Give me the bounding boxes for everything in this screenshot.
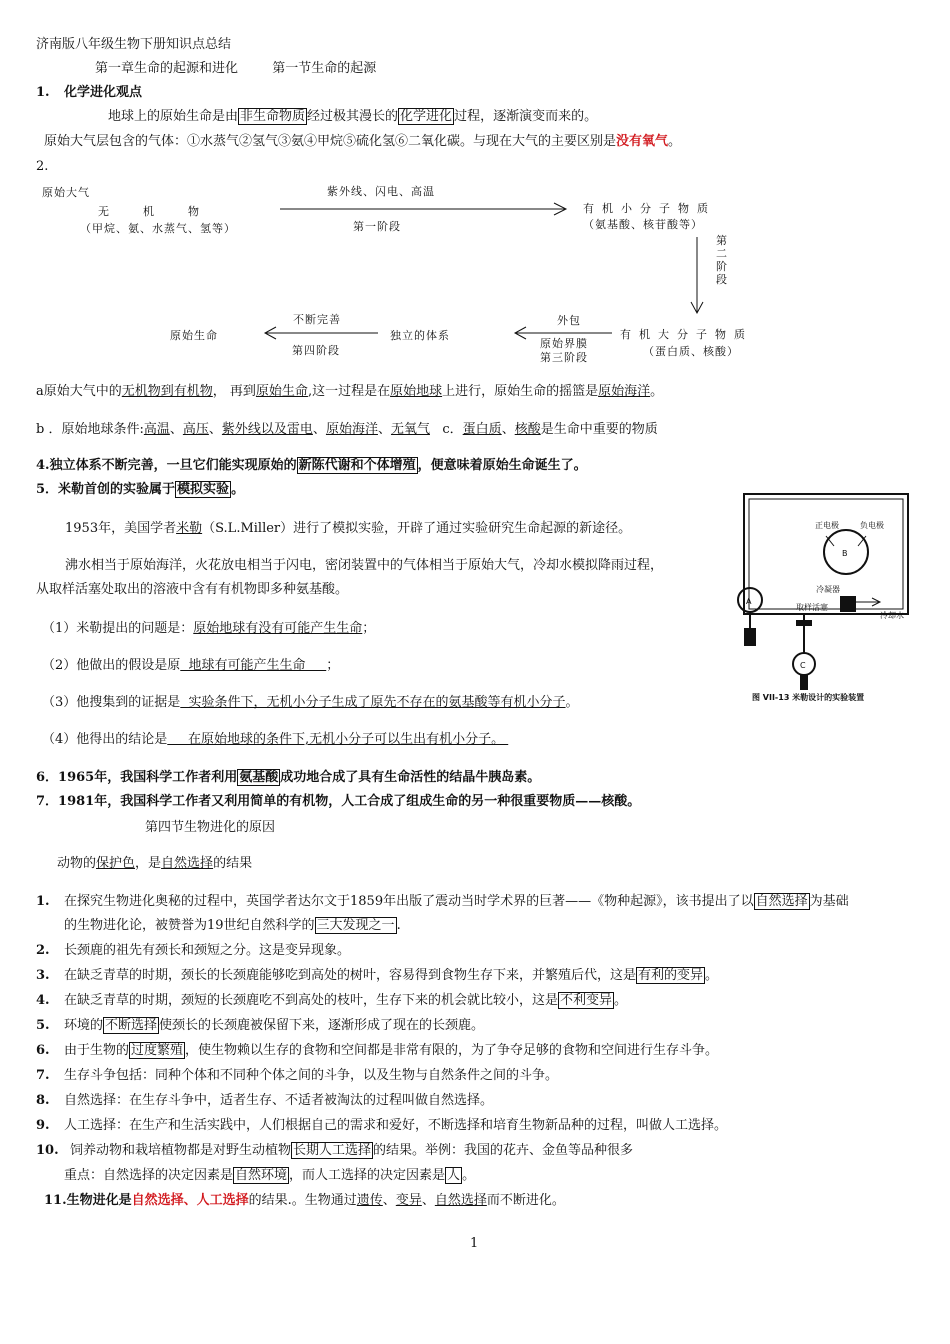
stage2-label: 第二阶段	[716, 234, 728, 286]
primitive-life-label: 原始生命	[170, 329, 218, 342]
keyword-box: 不断选择	[105, 1018, 158, 1033]
inorganic-label: 无机物	[98, 205, 233, 218]
keyword-box: 长期人工选择	[293, 1143, 372, 1158]
question-3: （3）他搜集到的证据是 实验条件下，无机小分子生成了原先不存在的氨基酸等有机小分子。	[42, 695, 579, 710]
figure-caption: 图 VII-13 米勒设计的实验装置	[752, 693, 865, 702]
list-item: 8. 自然选择：在生存斗争中，适者生存、不适者被淘汰的过程叫做自然选择。	[36, 1093, 494, 1108]
point-5: 5．米勒首创的实验属于 模拟实验 。	[36, 482, 245, 497]
point-2-number: 2.	[36, 159, 49, 174]
line-a: a原始大气中的无机物到有机物， 再到原始生命,这一过程是在原始地球上进行，原始生命的摇篮是原始海洋。	[36, 384, 664, 399]
keyword-box: 人	[447, 1168, 461, 1183]
keyword-box: 自然环境	[235, 1168, 288, 1183]
question-4: （4）他得出的结论是 在原始地球的条件下,无机小分子可以生出有机小分子。	[42, 732, 509, 747]
keyword-box: 非生命物质	[240, 109, 306, 124]
stage3-wrap-label: 外包	[557, 314, 581, 327]
question-1: （1）米勒提出的问题是：原始地球有没有可能产生生命；	[42, 621, 376, 636]
point-5-line-2: 1953年，美国学者米勒（S.L.Miller）进行了模拟实验，开辟了通过实验研究生命起源的新途径。	[65, 521, 632, 536]
stage4-label: 第四阶段	[292, 344, 340, 357]
point-7: 7．1981年，我国科学工作者又利用简单的有机物，人工合成了组成生命的另一种很重要物质——核酸。	[36, 794, 641, 809]
independent-system-label: 独立的体系	[390, 329, 450, 342]
large-organic-label: 有机大分子物质	[620, 328, 753, 341]
keyword-box: 模拟实验	[177, 482, 230, 497]
list-item: 4. 在缺乏青草的时期，颈短的长颈鹿吃不到高处的枝叶，生存下来的机会就比较小，这是 不利变异 。	[36, 993, 628, 1008]
keyword-box: 化学进化	[400, 109, 453, 124]
point-4: 4.独立体系不断完善，一旦它们能实现原始的 新陈代谢和个体增殖 ，便意味着原始生命诞生了。	[36, 458, 587, 473]
keyword-box: 有利的变异	[638, 968, 704, 983]
flow-arrows	[0, 0, 950, 380]
point-1: 1. 化学进化观点	[36, 85, 143, 100]
keyword-box: 自然选择	[755, 894, 808, 909]
condenser-label: 冷凝器	[816, 585, 840, 594]
keyword-box: 氨基酸	[239, 770, 279, 785]
small-organic-label: 有机小分子物质	[583, 202, 716, 215]
chapter-heading: 第一章生命的起源和进化	[95, 61, 239, 76]
point-1-line-2: 原始大气层包含的气体：①水蒸气②氢气③氨④甲烷⑤硫化氢⑥二氧化碳。与现在大气的主要区别是没有氧气。	[44, 134, 682, 149]
list-item: 10. 饲养动物和栽培植物都是对野生动植物 长期人工选择 的结果。举例：我国的花卉、金鱼等品种很多	[36, 1143, 634, 1158]
stage3-membrane-label: 原始界膜	[540, 337, 588, 350]
list-item: 2. 长颈鹿的祖先有颈长和颈短之分。这是变异现象。	[36, 943, 351, 958]
doc-title: 济南版八年级生物下册知识点总结	[36, 37, 232, 52]
highlight-red: 自然选择、人工选择	[131, 1193, 249, 1208]
question-2: （2）他做出的假设是原 地球有可能产生生命 ；	[42, 658, 340, 673]
key-point-line: 重点：自然选择的决定因素是 自然环境 ，而人工选择的决定因素是 人 。	[64, 1168, 476, 1183]
small-organic-examples: （氨基酸、核苷酸等）	[583, 218, 703, 231]
primitive-atmosphere-label: 原始大气	[42, 186, 90, 199]
point-6: 6．1965年，我国科学工作者利用 氨基酸 成功地合成了具有生命活性的结晶牛胰岛素。	[36, 770, 541, 785]
cooling-water-label: 冷却水	[880, 611, 904, 620]
flask-c-label: C	[800, 661, 806, 670]
stage1-condition: 紫外线、闪电、高温	[327, 185, 435, 198]
keyword-box: 三大发现之一	[316, 918, 395, 933]
negative-electrode-label: 负电极	[860, 521, 884, 530]
keyword-box: 不利变异	[560, 993, 613, 1008]
list-item: 3. 在缺乏青草的时期，颈长的长颈鹿能够吃到高处的树叶，容易得到食物生存下来，并繁殖后代，这是 有利的变异 。	[36, 968, 719, 983]
stage4-condition: 不断完善	[293, 313, 341, 326]
list-item: 的生物进化论，被赞誉为19世纪自然科学的 三大发现之一 .	[64, 918, 401, 933]
list-item: 1. 在探究生物进化奥秘的过程中，英国学者达尔文于1859年出版了震动当时学术界的巨著——《物种起源》，该书提出了以 自然选择 为基础	[36, 894, 849, 909]
keyword-box: 过度繁殖	[131, 1043, 184, 1058]
sampling-valve-label: 取样活塞	[796, 603, 828, 612]
point-1-line-1: 地球上的原始生命是由 非生命物质 经过极其漫长的 化学进化 过程，逐渐演变而来的。	[108, 109, 598, 124]
stage1-label: 第一阶段	[353, 220, 401, 233]
section4-heading: 第四节生物进化的原因	[145, 820, 276, 835]
list-item: 6. 由于生物的 过度繁殖 ，使生物赖以生存的食物和空间都是非常有限的，为了争夺足够的食物和空间进行生存斗争。	[36, 1043, 719, 1058]
miller-apparatus-drawing	[730, 488, 930, 718]
flask-b-label: B	[842, 549, 848, 558]
section1-heading: 第一节生命的起源	[272, 61, 377, 76]
point-5-line-4: 从取样活塞处取出的溶液中含有有机物即多种氨基酸。	[36, 582, 349, 597]
flask-a-label: A	[746, 597, 752, 606]
stage3-label: 第三阶段	[540, 351, 588, 364]
point-11: 11.生物进化是自然选择、人工选择的结果.。生物通过遗传、变异、自然选择而不断进化。	[44, 1193, 565, 1208]
keyword-box: 新陈代谢和个体增殖	[298, 458, 416, 473]
list-item: 5. 环境的 不断选择 使颈长的长颈鹿被保留下来，逐渐形成了现在的长颈鹿。	[36, 1018, 485, 1033]
point-5-line-3: 沸水相当于原始海洋，火花放电相当于闪电，密闭装置中的气体相当于原始大气，冷却水模拟降雨过程，	[65, 558, 664, 573]
list-item: 7. 生存斗争包括：同种个体和不同种个体之间的斗争，以及生物与自然条件之间的斗争。	[36, 1068, 559, 1083]
large-organic-examples: （蛋白质、核酸）	[643, 345, 739, 358]
positive-electrode-label: 正电极	[815, 521, 839, 530]
highlight-red: 没有氧气	[616, 134, 669, 149]
inorganic-examples: （甲烷、氨、水蒸气、氢等）	[80, 222, 236, 235]
list-item: 9. 人工选择：在生产和生活实践中，人们根据自己的需求和爱好，不断选择和培育生物新品种的过程，叫做人工选择。	[36, 1118, 728, 1133]
protective-coloration-line: 动物的保护色，是自然选择的结果	[57, 856, 253, 871]
page-number: 1	[470, 1236, 479, 1251]
line-b-c: b ．原始地球条件:高温、高压、紫外线以及雷电、原始海洋、无氧气 c．蛋白质、核酸是生命中重要的物质	[36, 422, 658, 437]
